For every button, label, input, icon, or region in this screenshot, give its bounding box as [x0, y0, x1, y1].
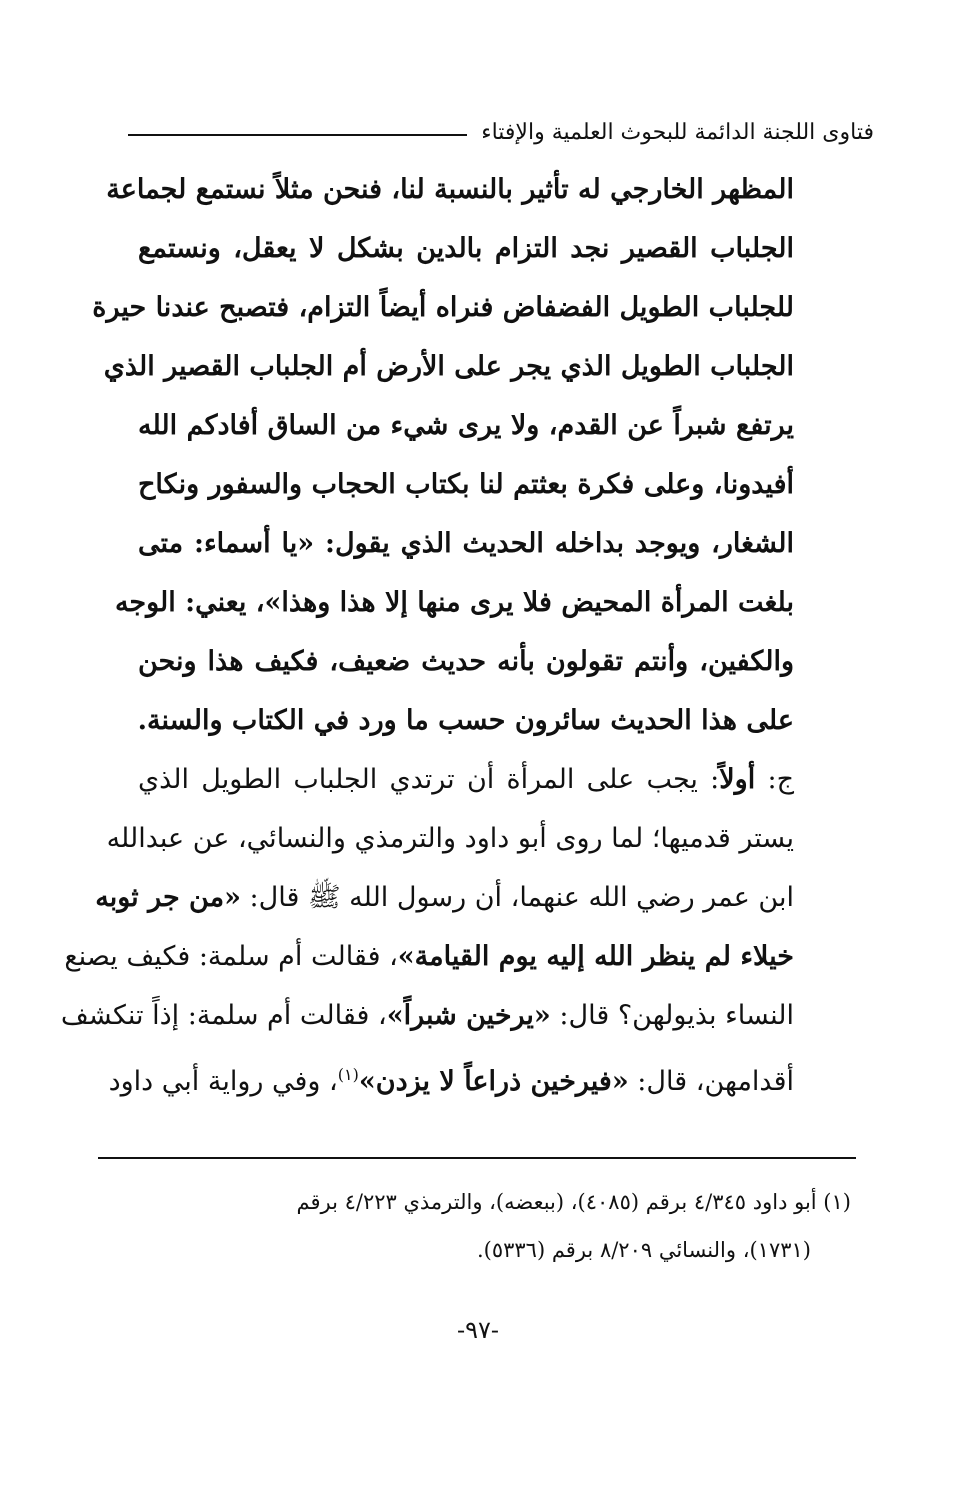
page-number: -٩٧-: [457, 1316, 499, 1344]
hadith-quote-3: «فيرخين ذراعاً لا يزدن»: [358, 1066, 629, 1097]
question-line-1: المظهر الخارجي له تأثير بالنسبة لنا، فنحن مثلاً نستمع لجماعة: [106, 174, 794, 205]
hadith-quote-2: «يرخين شبراً»: [386, 1000, 551, 1031]
answer-line-5: [60, 986, 794, 1045]
answer-line-3-text: ابن عمر رضي الله عنهما، أن رسول الله ﷺ قال:: [240, 882, 794, 913]
footnote-separator: [98, 1157, 856, 1159]
answer-line-4-text: ، فقالت أم سلمة: فكيف يصنع: [64, 941, 398, 972]
answer-line-3: [95, 868, 794, 927]
footnote-line-1: (١) أبو داود ٤/٣٤٥ برقم (٤٠٨٥)، (ببعضه)، والترمذي ٤/٢٢٣ برقم: [296, 1190, 851, 1214]
answer-line-5-text-b: ، فقالت أم سلمة: إذاً تنكشف: [60, 1000, 387, 1031]
answer-line-4: [64, 927, 794, 986]
answer-line-6: [108, 1045, 794, 1104]
question-line-3: للجلباب الطويل الفضفاض فنراه أيضاً التزام، فتصبح عندنا حيرة: [92, 292, 794, 323]
header-rule: [128, 134, 467, 136]
footnotes: [130, 1178, 851, 1274]
question-line-10: على هذا الحديث سائرون حسب ما ورد في الكتاب والسنة.: [137, 705, 794, 736]
running-header: [128, 104, 874, 144]
answer-line-6-text-b: ، وفي رواية أبي داود: [108, 1066, 338, 1097]
footnote-line-2: (١٧٣١)، والنسائي ٨/٢٠٩ برقم (٥٣٣٦).: [476, 1238, 811, 1262]
footnote-marker[interactable]: (١): [337, 1065, 359, 1084]
answer-line-5-text-a: النساء بذيولهن؟ قال:: [550, 1000, 794, 1031]
question-line-9: والكفين، وأنتم تقولون بأنه حديث ضعيف، فكيف هذا ونحن: [138, 646, 794, 677]
question-line-8: بلغت المرأة المحيض فلا يرى منها إلا هذا وهذا»، يعني: الوجه: [114, 587, 794, 618]
answer-prefix: ج:: [755, 764, 794, 795]
question-line-2: الجلباب القصير نجد التزام بالدين بشكل لا يعقل، ونستمع: [138, 233, 794, 264]
question-line-4: الجلباب الطويل الذي يجر على الأرض أم الجلباب القصير الذي: [103, 351, 794, 382]
answer-line-1: [138, 750, 794, 809]
header-title: فتاوى اللجنة الدائمة للبحوث العلمية والإفتاء: [481, 120, 874, 145]
hadith-quote-1b: خيلاء لم ينظر الله إليه يوم القيامة»: [397, 941, 794, 972]
answer-line-2: يستر قدميها؛ لما روى أبو داود والترمذي والنسائي، عن عبدالله: [106, 823, 794, 854]
answer-line-6-text-a: أقدامهن، قال:: [628, 1066, 794, 1097]
body-text: [60, 160, 794, 1104]
question-line-5: يرتفع شبراً عن القدم، ولا يرى شيء من الساق أفادكم الله: [138, 410, 794, 441]
question-line-6: أفيدونا، وعلى فكرة بعثتم لنا بكتاب الحجاب والسفور ونكاح: [138, 469, 794, 500]
answer-line-1-text: : يجب على المرأة أن ترتدي الجلباب الطويل الذي: [138, 764, 720, 795]
answer-first-point: أولاً: [719, 764, 756, 795]
hadith-quote-1a: «من جر ثوبه: [95, 882, 241, 913]
question-line-7: الشغار، ويوجد بداخله الحديث الذي يقول: «يا أسماء: متى: [138, 528, 794, 559]
